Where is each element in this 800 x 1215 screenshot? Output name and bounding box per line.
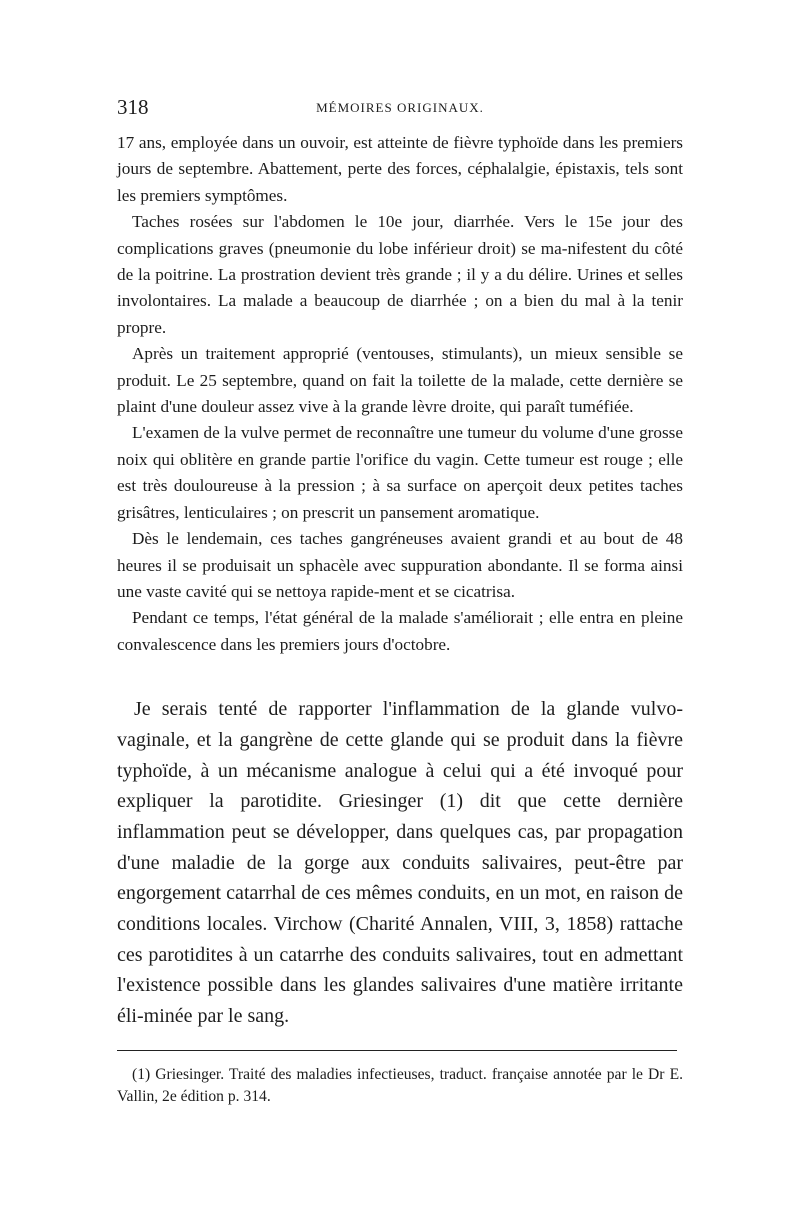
main-discussion-text (117, 694, 683, 1032)
footnote-text: (1) Griesinger. Traité des maladies infectieuses, traduct. française annotée par le Dr E. Vallin, 2e édition p. 314. (117, 1065, 683, 1106)
case-paragraph-3: Après un traitement approprié (ventouses, stimulants), un mieux sensible se produit. Le 25 septembre, quand on fait la toilette de la malade, cette dernière se plaint d'une douleur assez vive à la grande lèvre droite, qui paraît tuméfiée. (117, 344, 683, 417)
footnote-divider (117, 1050, 677, 1051)
running-head: MÉMOIRES ORIGINAUX. (316, 100, 484, 115)
footnote (117, 1064, 683, 1109)
case-paragraph-6: Pendant ce temps, l'état général de la malade s'améliorait ; elle entra en pleine convalescence dans les premiers jours d'octobre. (117, 608, 683, 654)
case-paragraph-5: Dès le lendemain, ces taches gangréneuses avaient grandi et au bout de 48 heures il se produisait un sphacèle avec suppuration abondante. Il se forma ainsi une vaste cavité qui se nettoya rapide-ment et se cicatrisa. (117, 529, 683, 601)
case-paragraph-4: L'examen de la vulve permet de reconnaître une tumeur du volume d'une grosse noix qui oblitère en grande partie l'orifice du vagin. Cette tumeur est rouge ; elle est très douloureuse à la pression ; à sa surface on aperçoit deux petites taches grisâtres, lenticulaires ; on prescrit un pansement aromatique. (117, 423, 683, 522)
case-paragraph-1: 17 ans, employée dans un ouvoir, est atteinte de fièvre typhoïde dans les premiers jours de septembre. Abattement, perte des forces, céphalalgie, épistaxis, tels sont les premiers symptômes. (117, 133, 683, 205)
case-report-text (117, 130, 683, 658)
book-page (117, 92, 683, 1109)
case-paragraph-2: Taches rosées sur l'abdomen le 10e jour, diarrhée. Vers le 15e jour des complications graves (pneumonie du lobe inférieur droit) se ma-nifestent du côté de la poitrine. La prostration devient très grande ; il y a du délire. Urines et selles involontaires. La malade a beaucoup de diarrhée ; on a bien du mal à la tenir propre. (117, 212, 683, 337)
main-paragraph-1: Je serais tenté de rapporter l'inflammation de la glande vulvo-vaginale, et la gangrène de cette glande qui se produit dans la fièvre typhoïde, à un mécanisme analogue à celui qui a été invoqué pour expliquer la parotidite. Griesinger (1) dit que cette dernière inflammation peut se développer, dans quelques cas, par propagation d'une maladie de la gorge aux conduits salivaires, peut-être par engorgement catarrhal de ces mêmes conduits, en un mot, en raison de conditions locales. Virchow (Charité Annalen, VIII, 3, 1858) rattache ces parotidites à un catarrhe des conduits salivaires, tout en admettant l'existence possible dans les glandes salivaires d'une matière irritante éli-minée par le sang. (117, 698, 683, 1028)
page-header (117, 92, 683, 122)
page-number: 318 (117, 95, 149, 119)
